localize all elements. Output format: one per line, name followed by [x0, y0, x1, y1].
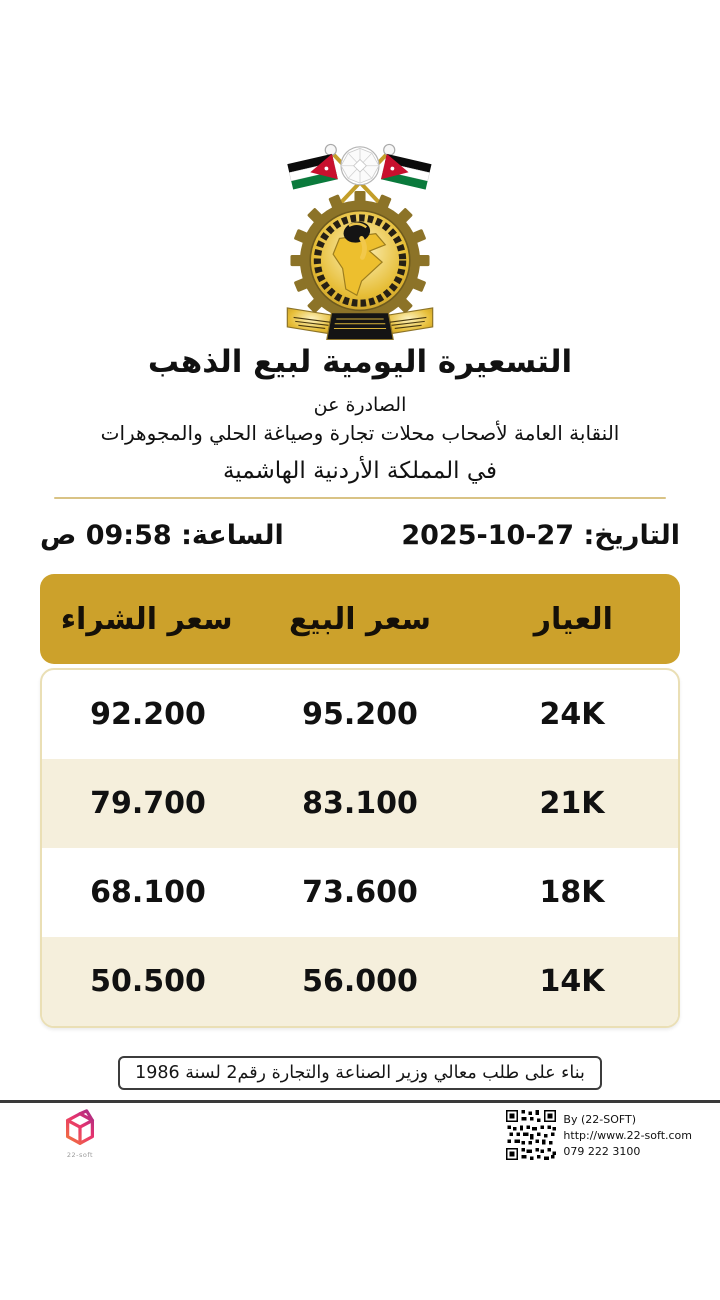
sell-price-cell: 83.100	[302, 786, 418, 821]
pole-ball-right	[384, 144, 395, 155]
ministry-note: بناء على طلب معالي وزير الصناعة والتجارة رقم2 لسنة 1986	[118, 1056, 602, 1090]
issuer-name: النقابة العامة لأصحاب محلات تجارة وصياغة الحلي والمجوهرات	[100, 421, 620, 445]
jordan-flag-right	[381, 154, 432, 190]
software-credit	[506, 1110, 692, 1160]
pole-ball-left	[325, 144, 336, 155]
header-buy: سعر الشراء	[60, 601, 233, 637]
table-header	[40, 574, 680, 664]
country-name: في المملكة الأردنية الهاشمية	[222, 458, 498, 484]
date-value: 27-10-2025	[401, 520, 575, 551]
diamond-icon	[341, 147, 379, 185]
table-row	[42, 759, 678, 848]
time-value: 09:58 ص	[40, 520, 172, 551]
ribbon-banner	[287, 308, 432, 340]
karat-cell: 14K	[539, 964, 605, 999]
syndicate-emblem-icon	[281, 140, 439, 340]
buy-price-cell: 79.700	[90, 786, 206, 821]
table-row	[42, 937, 678, 1026]
karat-cell: 21K	[539, 786, 605, 821]
table-row	[42, 670, 678, 759]
date-label: التاريخ:	[583, 520, 680, 551]
table-row	[42, 848, 678, 937]
credit-url: http://www.22-soft.com	[563, 1128, 692, 1142]
gear-icon	[290, 191, 429, 330]
header-karat: العيار	[533, 601, 613, 637]
time-group	[40, 520, 284, 551]
footer	[0, 1103, 720, 1165]
price-table-body	[40, 668, 680, 1028]
company-logo	[56, 1109, 104, 1159]
price-table	[40, 574, 680, 1028]
jordan-flag-left	[287, 154, 338, 190]
cube-logo-icon	[60, 1109, 100, 1149]
credit-by: By (22-SOFT)	[563, 1113, 637, 1126]
page-title: التسعيرة اليومية لبيع الذهب	[147, 344, 573, 380]
buy-price-cell: 68.100	[90, 875, 206, 910]
date-time-row	[40, 520, 680, 551]
credit-phone: 079 222 3100	[563, 1144, 641, 1158]
buy-price-cell: 92.200	[90, 697, 206, 732]
date-group	[401, 520, 680, 551]
qr-code-icon	[506, 1110, 556, 1160]
logo-caption: 22-soft	[66, 1151, 94, 1159]
buy-price-cell: 50.500	[90, 964, 206, 999]
time-label: الساعة:	[181, 520, 284, 551]
header-sell: سعر البيع	[288, 601, 432, 637]
karat-cell: 24K	[539, 697, 605, 732]
sell-price-cell: 56.000	[302, 964, 418, 999]
sell-price-cell: 73.600	[302, 875, 418, 910]
sell-price-cell: 95.200	[302, 697, 418, 732]
issued-by-label: الصادرة عن	[313, 394, 407, 416]
karat-cell: 18K	[539, 875, 605, 910]
gold-divider	[54, 497, 666, 499]
